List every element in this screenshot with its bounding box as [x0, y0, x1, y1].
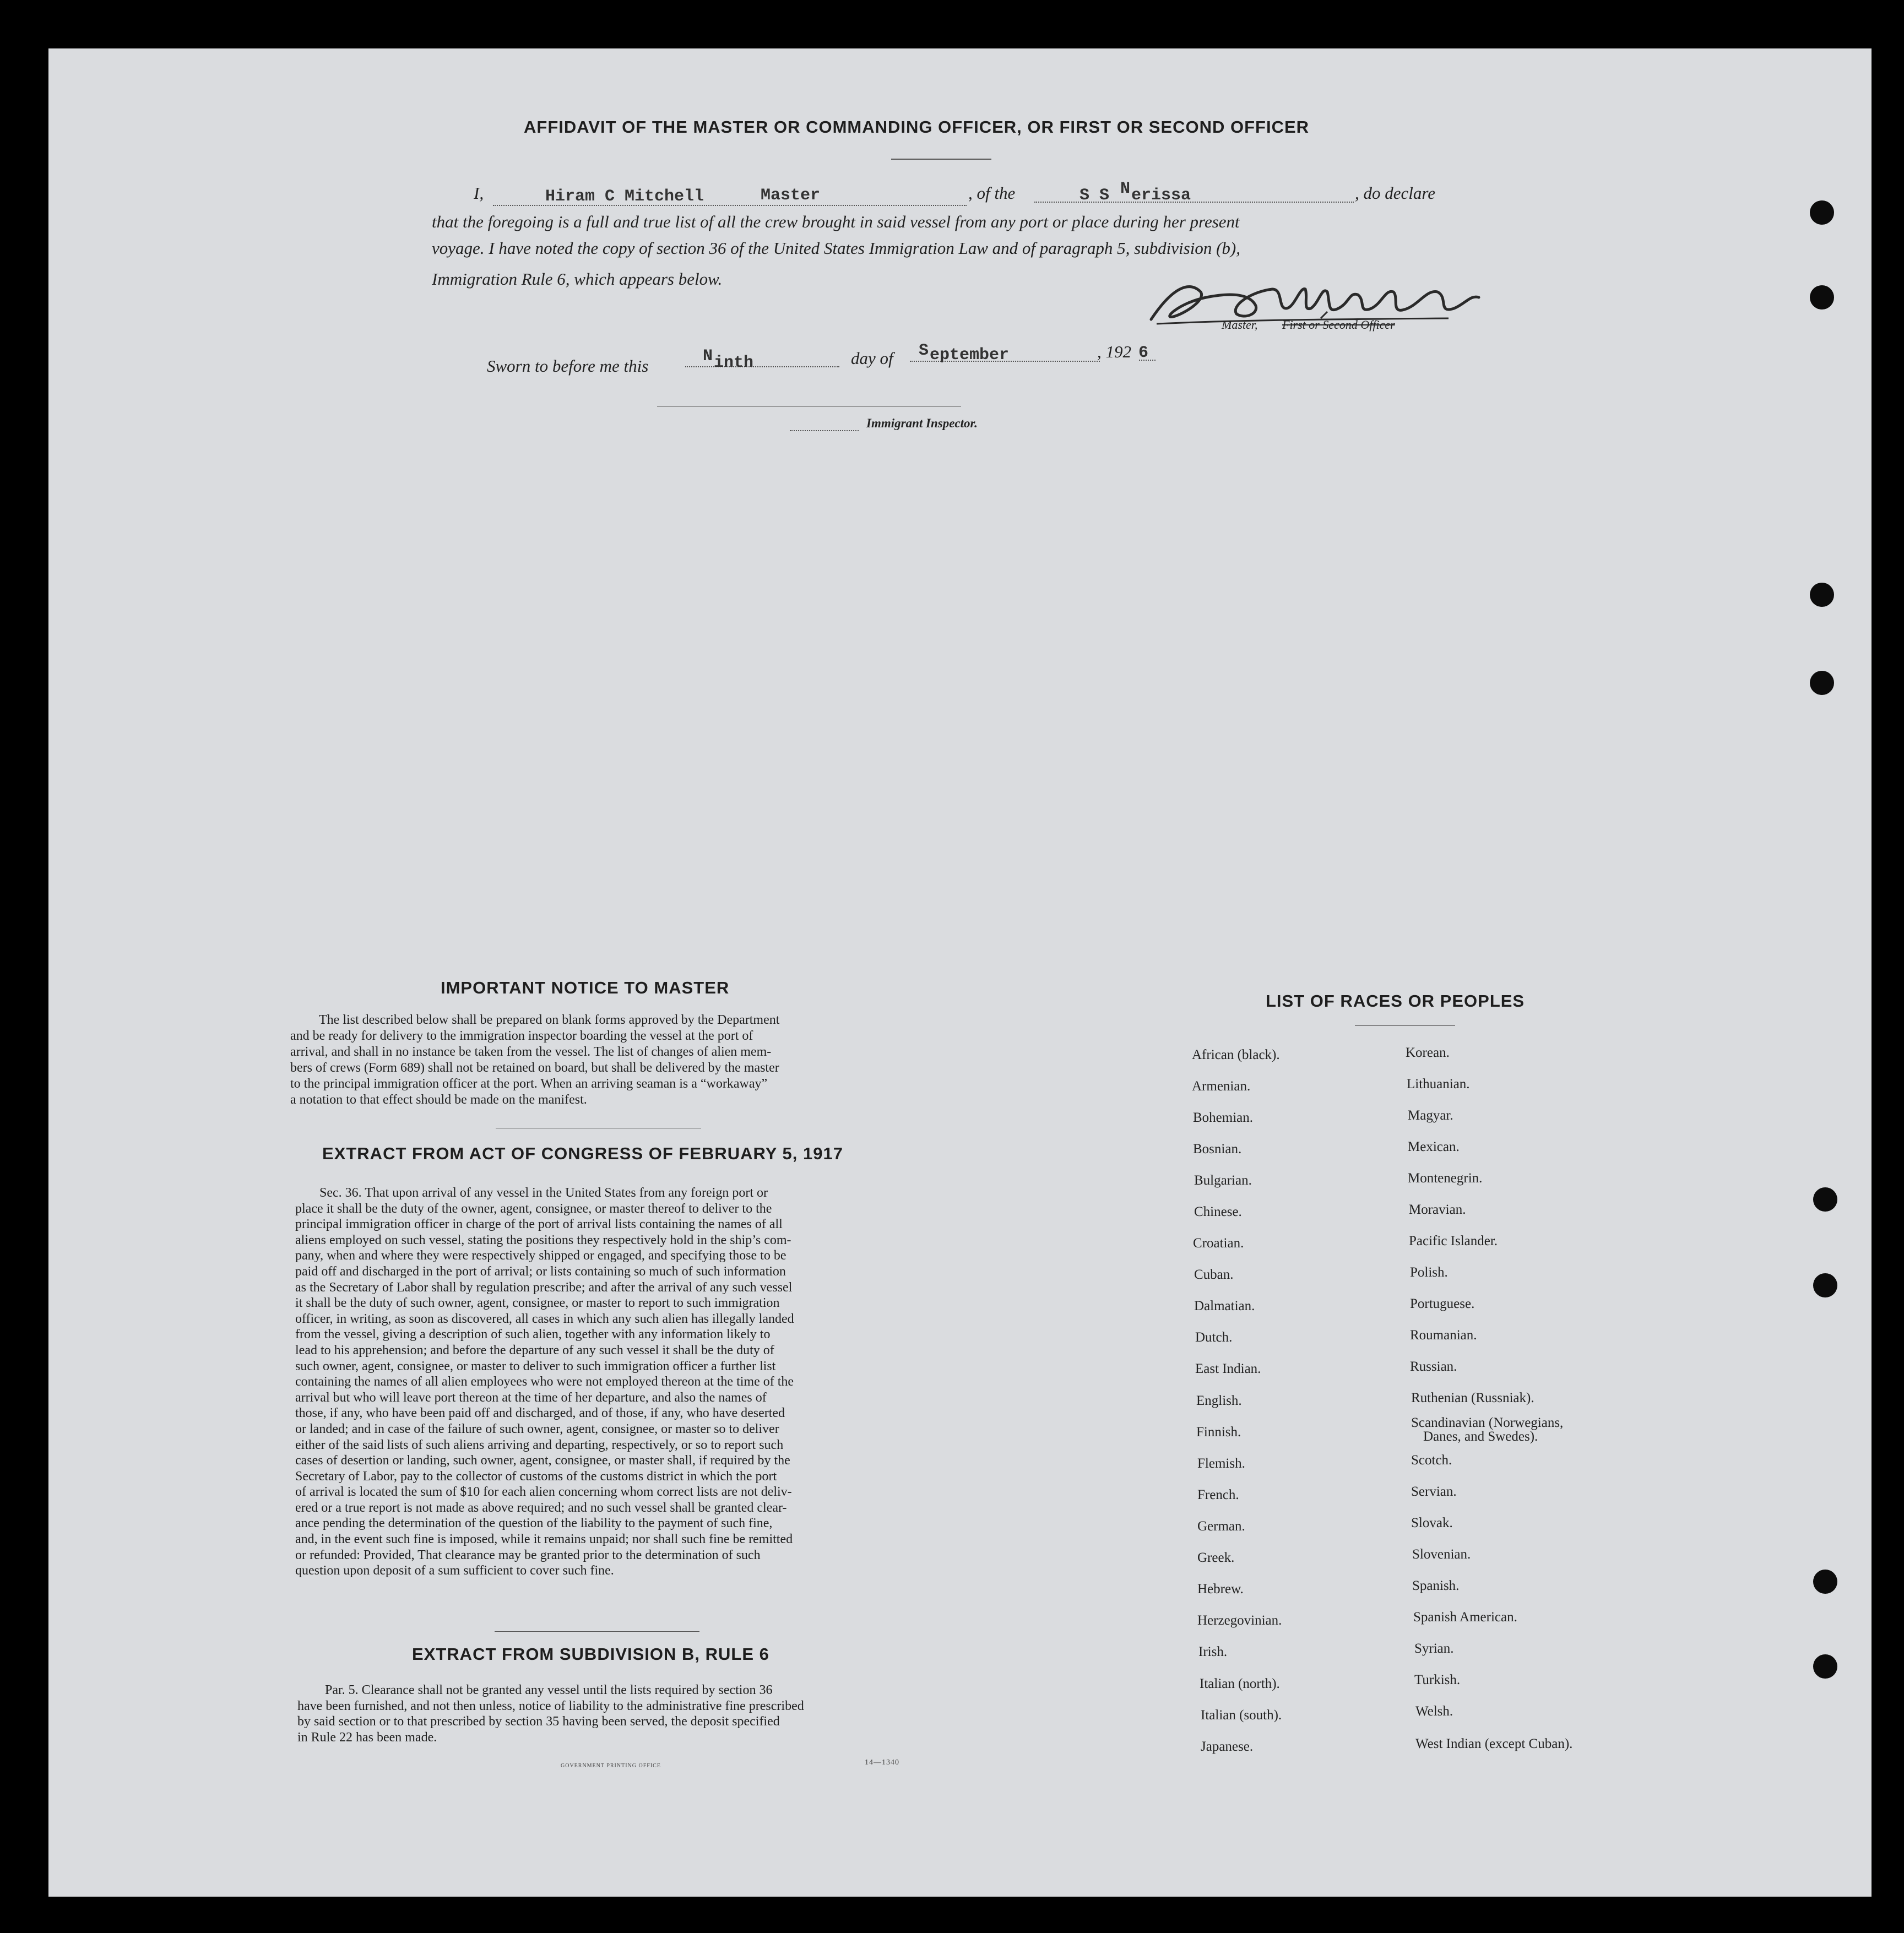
race-item: Finnish.: [1196, 1425, 1241, 1440]
race-item: French.: [1197, 1487, 1239, 1502]
race-item: English.: [1196, 1393, 1242, 1408]
extract-rule-title: EXTRACT FROM SUBDIVISION B, RULE 6: [412, 1644, 769, 1664]
race-item: Armenian.: [1192, 1079, 1251, 1094]
day-of-label: day of: [851, 349, 893, 368]
inspector-label: Immigrant Inspector.: [866, 416, 978, 430]
race-item: Roumanian.: [1410, 1328, 1477, 1343]
inspector-signature-line: [657, 406, 961, 407]
race-item: Servian.: [1411, 1484, 1457, 1499]
notice-line: and be ready for delivery to the immigration inspector boarding the vessel at the port of: [290, 1029, 753, 1043]
affidavit-line-2: that the foregoing is a full and true list of all the crew brought in said vessel from any port or place during her present: [432, 212, 1240, 231]
sworn-day-initial: N: [703, 347, 713, 366]
act-line: containing the names of all alien employees who were not employed thereon at the time of the: [295, 1375, 794, 1389]
act-line: or refunded: Provided, That clearance may be granted prior to the determination of such: [295, 1548, 761, 1562]
race-item: Japanese.: [1201, 1739, 1254, 1754]
race-item: Flemish.: [1197, 1456, 1245, 1471]
race-item: Bosnian.: [1193, 1142, 1242, 1156]
race-item: Greek.: [1197, 1550, 1235, 1565]
race-item: Turkish.: [1414, 1673, 1461, 1687]
act-line: it shall be the duty of such owner, agent, consignee, or master to report to such immigration: [295, 1296, 780, 1311]
signature-caption-struck: First or Second Officer: [1282, 318, 1395, 332]
act-line: of arrival is located the sum of $10 for each alien concerning whom correct lists are not deliv-: [295, 1485, 792, 1500]
binder-hole: [1813, 1654, 1837, 1679]
notice-line: to the principal immigration officer at the port. When an arriving seaman is a “workaway”: [290, 1077, 768, 1091]
master-rank: Master: [761, 186, 821, 205]
act-line: question upon deposit of a sum sufficient to cover such fine.: [295, 1563, 614, 1578]
races-divider: [1355, 1025, 1455, 1026]
race-item: Syrian.: [1414, 1641, 1454, 1656]
race-item: Spanish American.: [1413, 1610, 1517, 1625]
race-item: Bulgarian.: [1194, 1173, 1252, 1188]
signature-ink-mark: [1320, 310, 1331, 321]
race-item: Polish.: [1410, 1265, 1448, 1280]
signature-caption-master: Master,: [1222, 318, 1258, 332]
sworn-label: Sworn to before me this: [487, 356, 649, 376]
notice-title: IMPORTANT NOTICE TO MASTER: [441, 978, 730, 997]
binder-hole: [1810, 671, 1834, 695]
race-item: Dutch.: [1195, 1330, 1233, 1345]
vessel-prefix: S S: [1080, 186, 1110, 205]
act-line: cases of desertion or landing, such owner, agent, consignee, or master shall, if required by the: [295, 1453, 790, 1468]
race-item: Dalmatian.: [1194, 1299, 1255, 1313]
notice-text: [290, 1012, 904, 1108]
race-item: Pacific Islander.: [1409, 1234, 1498, 1248]
race-item: Scotch.: [1411, 1453, 1452, 1468]
sworn-day-rest: inth: [714, 354, 754, 372]
race-item: Cuban.: [1194, 1267, 1234, 1282]
rule-line: by said section or to that prescribed by section 35 having been served, the deposit specified: [297, 1714, 780, 1729]
year-suffix: 6: [1138, 344, 1149, 362]
binder-hole: [1813, 1273, 1837, 1297]
race-item: Scandinavian (Norwegians,: [1411, 1415, 1564, 1430]
act-line: from the vessel, giving a description of such alien, together with any information likely to: [295, 1327, 771, 1342]
act-line: those, if any, who have been paid off and discharged, and of those, if any, who have deserted: [295, 1406, 785, 1421]
rule-line: Par. 5. Clearance shall not be granted any vessel until the lists required by section 36: [325, 1683, 773, 1697]
day-fill-line: [685, 366, 839, 367]
act-line: either of the said lists of such aliens arriving and departing, respectively, or so to report such: [295, 1437, 784, 1452]
act-line: Secretary of Labor, pay to the collector of customs of the customs district in which the port: [295, 1469, 777, 1484]
race-item: Croatian.: [1193, 1236, 1244, 1251]
document-page: [48, 48, 1872, 1897]
race-item: Korean.: [1406, 1045, 1450, 1060]
notice-line: bers of crews (Form 689) shall not be retained on board, but shall be delivered by the master: [290, 1061, 779, 1075]
act-line: pany, when and where they were respectively shipped or engaged, and specifying those to be: [295, 1248, 786, 1263]
extract-rule-text: [297, 1682, 914, 1745]
year-prefix: , 192: [1097, 342, 1131, 361]
sworn-month-rest: eptember: [930, 346, 1010, 365]
master-name: Hiram C Mitchell: [545, 187, 704, 206]
race-item: Russian.: [1410, 1359, 1457, 1374]
binder-hole: [1810, 583, 1834, 607]
sworn-month-initial: S: [919, 341, 929, 360]
vessel-rest: erissa: [1131, 186, 1191, 205]
inspector-dots: [790, 430, 859, 431]
binder-hole: [1813, 1570, 1837, 1594]
binder-hole: [1810, 200, 1834, 225]
notice-line: arrival, and shall in no instance be taken from the vessel. The list of changes of alien mem-: [290, 1045, 772, 1059]
race-item: East Indian.: [1195, 1361, 1261, 1376]
notice-line: a notation to that effect should be made on the manifest.: [290, 1093, 587, 1107]
race-item: Hebrew.: [1197, 1582, 1244, 1597]
printer-imprint: GOVERNMENT PRINTING OFFICE: [561, 1763, 661, 1769]
act-line: and, in the event such fine is imposed, while it remains unpaid; nor shall such fine be remitted: [295, 1532, 793, 1547]
race-item: Slovenian.: [1412, 1547, 1471, 1562]
act-line: place it shall be the duty of the owner, agent, consignee, or master thereof to deliver to the: [295, 1201, 772, 1216]
act-line: or landed; and in case of the failure of such owner, agent, consignee, or master so to deliver: [295, 1421, 779, 1436]
form-number: 14—1340: [865, 1758, 899, 1767]
race-item: Spanish.: [1412, 1578, 1460, 1593]
affidavit-line-4: Immigration Rule 6, which appears below.: [432, 269, 723, 289]
race-item: Irish.: [1198, 1644, 1228, 1659]
act-line: ered or a true report is not made as above required; and no such vessel shall be granted clear-: [295, 1500, 787, 1515]
act-line: officer, in writing, as soon as discovered, all cases in which any such alien has illegally landed: [295, 1311, 794, 1326]
races-title: LIST OF RACES OR PEOPLES: [1266, 991, 1525, 1011]
act-line: arrival but who will leave port thereon at the time of her departure, and also the names of: [295, 1390, 767, 1405]
race-item: Welsh.: [1415, 1704, 1453, 1719]
rule-line: in Rule 22 has been made.: [297, 1730, 437, 1745]
binder-hole: [1813, 1187, 1837, 1212]
of-the-label: , of the: [968, 183, 1016, 203]
race-item: Slovak.: [1411, 1516, 1453, 1530]
race-item: Lithuanian.: [1407, 1077, 1470, 1092]
act-line: lead to his apprehension; and before the departure of any such vessel it shall be the duty of: [295, 1343, 774, 1358]
race-item: Mexican.: [1408, 1139, 1460, 1154]
race-item: Italian (south).: [1201, 1708, 1282, 1723]
affidavit-title: AFFIDAVIT OF THE MASTER OR COMMANDING OFFICER, OR FIRST OR SECOND OFFICER: [524, 117, 1310, 137]
act-line: paid off and discharged in the port of arrival; or lists containing so much of such information: [295, 1264, 786, 1279]
act-line: aliens employed on such vessel, stating the positions they respectively hold in the ship’s com-: [295, 1232, 791, 1247]
act-divider: [495, 1631, 699, 1632]
race-item: Moravian.: [1409, 1202, 1466, 1217]
race-item: Ruthenian (Russniak).: [1411, 1391, 1534, 1405]
race-item: Italian (north).: [1200, 1676, 1280, 1691]
act-line: such owner, agent, consignee, or master to deliver to such immigration officer a further list: [295, 1359, 776, 1373]
race-item: Montenegrin.: [1408, 1171, 1483, 1186]
notice-line: The list described below shall be prepared on blank forms approved by the Department: [319, 1013, 780, 1027]
do-declare-label: , do declare: [1355, 183, 1436, 203]
binder-hole: [1810, 285, 1834, 310]
vessel-initial: N: [1120, 180, 1131, 198]
act-line: as the Secretary of Labor shall by regulation prescribe; and after the arrival of any such vessel: [295, 1280, 793, 1295]
title-divider: [891, 159, 991, 160]
rule-line: have been furnished, and not then unless, notice of liability to the administrative fine prescribed: [297, 1698, 804, 1713]
extract-act-text: [295, 1185, 909, 1579]
race-item: Chinese.: [1194, 1204, 1242, 1219]
race-item-continuation: Danes, and Swedes).: [1423, 1429, 1538, 1444]
race-item: African (black).: [1192, 1047, 1280, 1062]
affidavit-i-label: I,: [474, 183, 484, 203]
act-line: ance pending the determination of the question of the liability to the payment of such fine,: [295, 1516, 773, 1531]
race-item: West Indian (except Cuban).: [1415, 1736, 1573, 1751]
act-line: Sec. 36. That upon arrival of any vessel in the United States from any foreign port or: [319, 1186, 768, 1200]
race-item: German.: [1197, 1519, 1245, 1534]
race-item: Portuguese.: [1410, 1296, 1475, 1311]
extract-act-title: EXTRACT FROM ACT OF CONGRESS OF FEBRUARY 5, 1917: [322, 1144, 843, 1163]
year-fill-line: [1139, 360, 1156, 361]
act-line: principal immigration officer in charge of the port of arrival lists containing the names of all: [295, 1217, 783, 1232]
race-item: Bohemian.: [1193, 1110, 1254, 1125]
affidavit-line-3: voyage. I have noted the copy of section 36 of the United States Immigration Law and of paragraph 5, subdivision (b),: [432, 238, 1240, 258]
race-item: Magyar.: [1408, 1108, 1453, 1123]
race-item: Herzegovinian.: [1197, 1613, 1282, 1628]
